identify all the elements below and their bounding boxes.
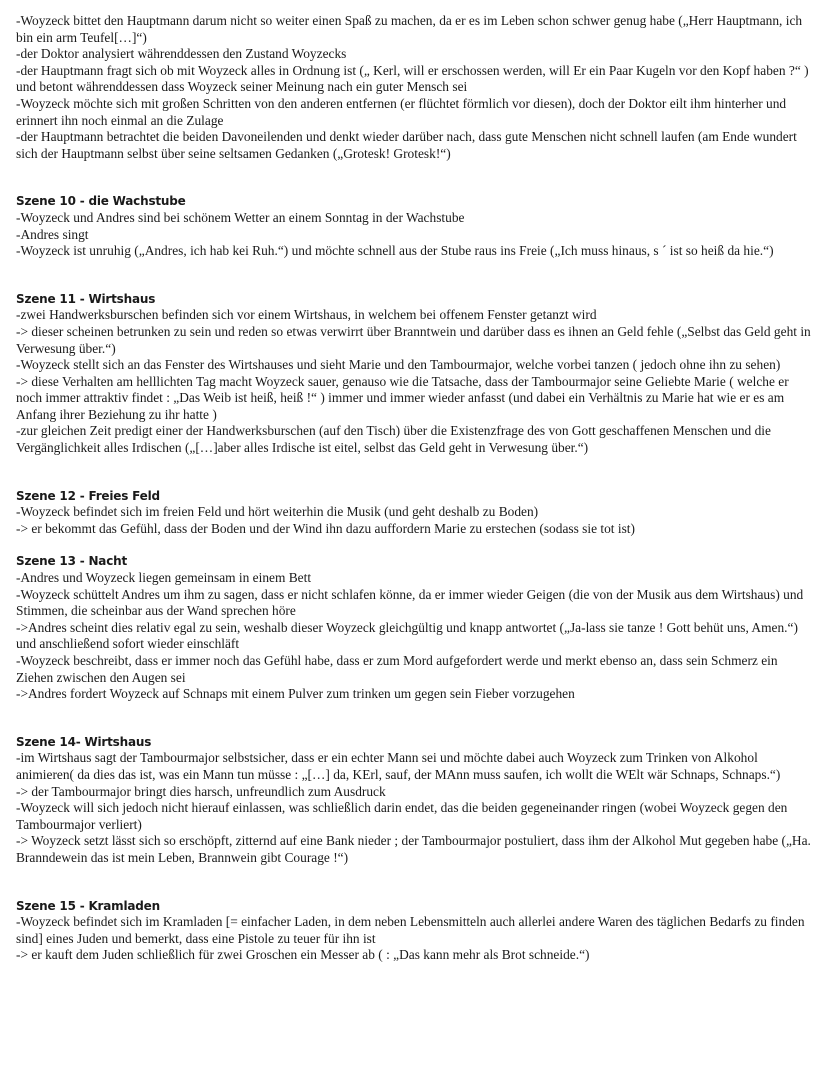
list-item: ->Andres scheint dies relativ egal zu sein, weshalb dieser Woyzeck gleichgültig und knapp antwortet („Ja-lass sie tanze ! Gott behüt uns, Amen.“) und anschließend sofort wieder einschläft: [16, 619, 798, 652]
list-item: -Woyzeck stellt sich an das Fenster des Wirtshauses und sieht Marie und den Tambourmajor, welche vorbei tanzen ( jedoch ohne ihn zu sehen): [16, 357, 781, 373]
list-item: -Woyzeck beschreibt, dass er immer noch das Gefühl habe, dass er zum Mord aufgefordert werde und merkt ebenso an, dass sein Schmerz ein Ziehen zwischen den Augen sei: [16, 653, 778, 685]
list-item: -Woyzeck befindet sich im Kramladen [= einfacher Laden, in dem neben Lebensmitteln auch allerlei andere Waren des täglichen Bedarfs zu finden sind] eines Juden und bemerkt, dass eine Pistole zu teuer für ihn ist: [16, 914, 805, 946]
list-item: -Woyzeck befindet sich im freien Feld und hört weiterhin die Musik (und geht deshalb zu Boden): [16, 504, 539, 520]
list-item: -Andres und Woyzeck liegen gemeinsam in einem Bett: [16, 570, 312, 586]
list-item: ->Andres fordert Woyzeck auf Schnaps mit einem Pulver zum trinken um gegen sein Fieber vorzugehen: [16, 686, 575, 702]
scene-heading: Szene 10 - die Wachstube: [16, 194, 186, 209]
list-item: -Woyzeck ist unruhig („Andres, ich hab kei Ruh.“) und möchte schnell aus der Stube raus ins Freie („Ich muss hinaus, s ´ ist so heiß da hie.“): [16, 243, 774, 259]
scene-13-section: [16, 553, 812, 702]
list-item: -zwei Handwerksburschen befinden sich vor einem Wirtshaus, in welchem bei offenem Fenster getanzt wird: [16, 307, 597, 323]
list-item: -der Hauptmann betrachtet die beiden Davoneilenden und denkt wieder darüber nach, dass gute Menschen nicht schnell laufen (am Ende wundert sich der Hauptmann selbst über seine seltsamen Gedanken („Grotesk! Grotesk!“): [16, 129, 797, 161]
scene-11-section: [16, 291, 812, 457]
scene-heading: Szene 14- Wirtshaus: [16, 734, 152, 749]
list-item: -Woyzeck schüttelt Andres um ihm zu sagen, dass er nicht schlafen könne, da er immer wieder Geigen (die von der Musik aus dem Wirtshaus) und Stimmen, die scheinbar aus der Wand sprechen höre: [16, 586, 804, 619]
intro-section: [16, 13, 812, 162]
scene-10-section: [16, 193, 812, 259]
list-item: -Woyzeck will sich jedoch nicht hierauf einlassen, was schließlich darin endet, das die beiden gegeneinander ringen (wobei Woyzeck gegen den Tambourmajor verliert): [16, 800, 788, 832]
document-page: [16, 13, 812, 964]
list-item: -Woyzeck bittet den Hauptmann darum nicht so weiter einen Spaß zu machen, da er es im Leben schon schwer genug habe („Herr Hauptmann, ich bin ein arm Teufel[…]“): [16, 13, 803, 45]
scene-heading: Szene 11 - Wirtshaus: [16, 291, 156, 306]
scene-heading: Szene 12 - Freies Feld: [16, 488, 160, 503]
scene-15-section: [16, 898, 812, 964]
scene-14-section: [16, 734, 812, 867]
list-item: -im Wirtshaus sagt der Tambourmajor selbstsicher, dass er ein echter Mann sei und möchte dabei auch Woyzeck zum Trinken von Alkohol animieren( da dies das ist, was ein Mann tun müsse : „[…] da, KErl, sauf, der MAnn muss saufen, ich wollt die WElt wär Schnaps, Schnaps.“): [16, 750, 781, 782]
list-item: -> er kauft dem Juden schließlich für zwei Groschen ein Messer ab ( : „Das kann mehr als Brot schneide.“): [16, 947, 590, 963]
list-item: -Andres singt: [16, 226, 89, 242]
list-item: -> er bekommt das Gefühl, dass der Boden und der Wind ihn dazu auffordern Marie zu erstechen (sodass sie tot ist): [16, 520, 635, 536]
scene-heading: Szene 13 - Nacht: [16, 554, 127, 569]
scene-12-section: [16, 488, 812, 538]
list-item: -der Doktor analysiert währenddessen den Zustand Woyzecks: [16, 46, 347, 62]
list-item: -> Woyzeck setzt lässt sich so erschöpft, zitternd auf eine Bank nieder ; der Tambourmajor postuliert, dass ihm der Alkohol Mut gegeben habe („Ha. Branndewein das ist mein Leben, Brannwein gibt Courage !“): [16, 833, 811, 865]
list-item: -> der Tambourmajor bringt dies harsch, unfreundlich zum Ausdruck: [16, 783, 386, 799]
list-item: -Woyzeck möchte sich mit großen Schritten von den anderen entfernen (er flüchtet förmlich vor diesen), doch der Doktor eilt ihm hinterher und erinnert ihn noch einmal an die Zulage: [16, 95, 787, 128]
scene-heading: Szene 15 - Kramladen: [16, 898, 160, 913]
list-item: -Woyzeck und Andres sind bei schönem Wetter an einem Sonntag in der Wachstube: [16, 209, 465, 225]
list-item: -zur gleichen Zeit predigt einer der Handwerksburschen (auf den Tisch) über die Existenzfrage des von Gott geschaffenen Menschen und die Vergänglichkeit alles Irdischen („[…]aber alles Irdische ist eitel, selbst das Geld geht in Verwesung über.“): [16, 423, 771, 456]
list-item: -> diese Verhalten am helllichten Tag macht Woyzeck sauer, genauso wie die Tatsache, dass der Tambourmajor seine Geliebte Marie ( welche er noch immer attraktiv findet : „Das Weib ist heiß, heiß !“ ) immer und immer wieder anfasst (und dabei ein Verhältnis zu Marie hat wie er es am Anfang ihrer Beziehung zu ihr hatte ): [16, 373, 789, 422]
list-item: -der Hauptmann fragt sich ob mit Woyzeck alles in Ordnung ist („ Kerl, will er erschossen werden, will Er ein Paar Kugeln vor den Kopf haben ?“ ) und betont währenddessen dass Woyzeck seiner Meinung nach ein guter Mensch sei: [16, 62, 809, 95]
list-item: -> dieser scheinen betrunken zu sein und reden so etwas verwirrt über Branntwein und darüber dass es ihnen an Geld fehle („Selbst das Geld geht in Verwesung über.“): [16, 323, 811, 356]
